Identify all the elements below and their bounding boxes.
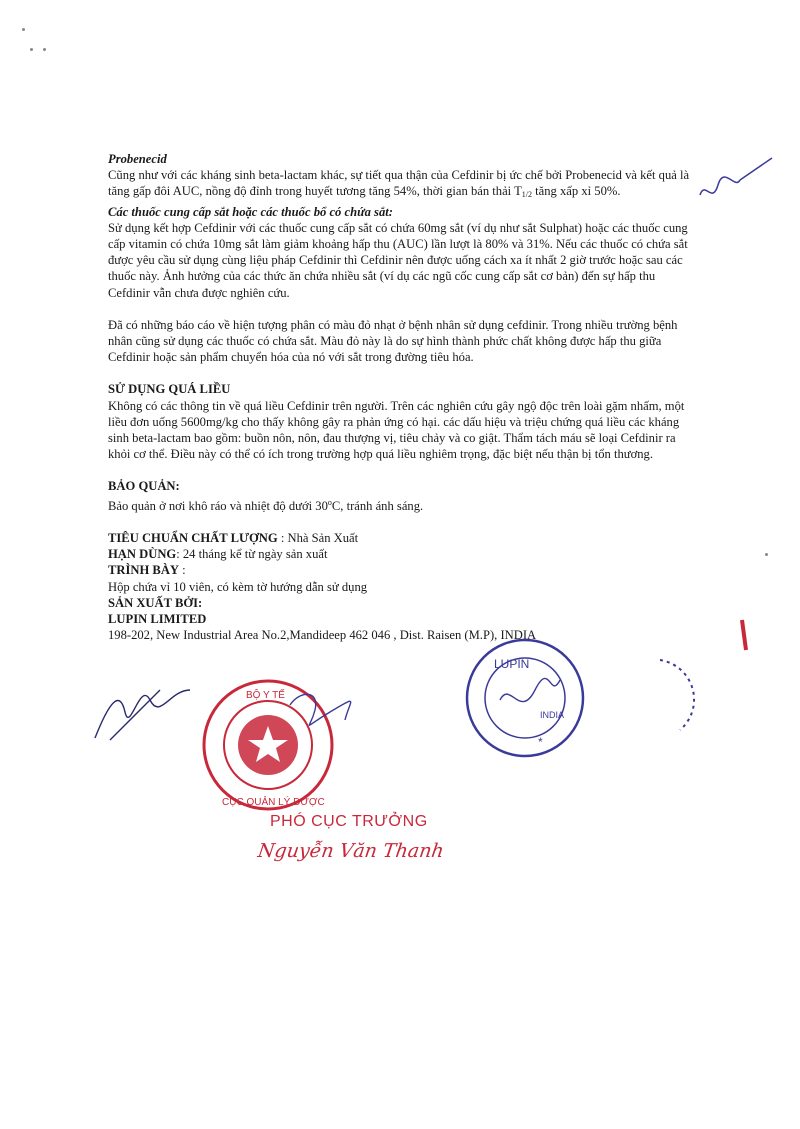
- red-stool-text-line: nhân cũng sử dụng các thuốc có chứa sắt. Màu đỏ này là do sự hình thành phức chất không được hấp thu giữa: [108, 334, 662, 349]
- manufacturer-name: LUPIN LIMITED: [108, 612, 207, 627]
- red-stool-text-line: Cefdinir hoặc sản phẩm chuyển hóa của nó với sắt trong đường tiêu hóa.: [108, 350, 474, 365]
- presentation-heading: TRÌNH BÀY :: [108, 563, 186, 578]
- overdose-text-line: sinh beta-lactam bao gồm: buồn nôn, nôn, đau thượng vị, tiêu chảy và co giật. Thẩm tách máu sẽ loại Cefdinir ra: [108, 431, 676, 446]
- iron-text-line: thuốc này. Ảnh hưởng của các thức ăn chứa nhiều sắt (ví dụ các ngũ cốc cung cấp sắt cơ bản) đến sự hấp thu: [108, 269, 656, 284]
- scan-speck: [43, 48, 46, 51]
- overdose-text-line: Không có các thông tin về quá liều Cefdinir trên người. Trên các nghiên cứu gây ngộ độc trên loài gặm nhấm, một: [108, 398, 685, 413]
- iron-text-line: Cefdinir vẫn chưa được nghiên cứu.: [108, 285, 290, 300]
- svg-text:BỘ Y TẾ: BỘ Y TẾ: [246, 690, 285, 701]
- scan-speck: [22, 28, 25, 31]
- manufacturer-heading: SẢN XUẤT BỞI:: [108, 595, 203, 610]
- official-signature-icon: [290, 694, 351, 725]
- probenecid-text-line: tăng gấp đôi AUC, nồng độ đỉnh trong huyết tương tăng 54%, thời gian bán thải $T_{1/2}$ tăng xấp xỉ 50%.: [108, 184, 621, 200]
- quality-standard: TIÊU CHUẨN CHẤT LƯỢNG : Nhà Sản Xuất: [108, 531, 359, 546]
- svg-text:*: *: [538, 735, 543, 749]
- manufacturer-address: 198-202, New Industrial Area No.2,Mandideep 462 046 , Dist. Raisen (M.P), INDIA: [108, 628, 537, 643]
- iron-heading: Các thuốc cung cấp sắt hoặc các thuốc bổ có chứa sắt:: [108, 204, 393, 219]
- presentation-text: Hộp chứa vỉ 10 viên, có kèm tờ hướng dẫn sử dụng: [108, 579, 368, 594]
- svg-text:LUPIN: LUPIN: [494, 657, 530, 671]
- official-name: Nguyễn Văn Thanh: [256, 840, 446, 862]
- overdose-text-line: liều đơn uống 5600mg/kg cho thấy không gây ra phản ứng có hại. các dấu hiệu và triệu chứng quá liều các kháng: [108, 414, 680, 429]
- official-title: PHÓ CỤC TRƯỞNG: [270, 813, 428, 830]
- iron-text-line: Sử dụng kết hợp Cefdinir với các thuốc cung cấp sắt có chứa 60mg sắt (ví dụ như sắt Sulphat) hoặc các thuốc cung: [108, 220, 688, 235]
- probenecid-heading: Probenecid: [108, 152, 167, 166]
- signature-icon: [95, 690, 190, 740]
- document-body: [108, 151, 768, 643]
- storage-text: Bảo quản ở nơi khô ráo và nhiệt độ dưới 30$^o$C, tránh ánh sáng.: [108, 497, 424, 513]
- overdose-text-line: khỏi cơ thể. Điều này có thể có ích trong trường hợp quá liều nghiêm trọng, đặc biệt nếu thận bị tổn thương.: [108, 447, 653, 462]
- iron-text-line: được yêu cầu sử dụng cùng liệu pháp Cefdinir thì Cefdinir nên được uống cách xa ít nhất 2 giờ trước hoặc sau các: [108, 253, 683, 268]
- probenecid-text-line: Cũng như với các kháng sinh beta-lactam khác, sự tiết qua thận của Cefdinir bị ức chế bởi Probenecid và kết quả là: [108, 168, 690, 183]
- scan-speck: [30, 48, 33, 51]
- iron-text-line: cấp vitamin có chứa 10mg sắt làm giảm khoảng hấp thu (AUC) lần lượt là 80% và 31%. Nếu các thuốc có chứa sắt: [108, 237, 688, 252]
- blue-seal-icon: [467, 640, 583, 756]
- overdose-heading: SỬ DỤNG QUÁ LIỀU: [108, 382, 231, 397]
- svg-text:INDIA: INDIA: [540, 710, 565, 720]
- partial-seal-icon: [660, 660, 694, 730]
- red-seal-icon: [204, 681, 332, 809]
- storage-heading: BẢO QUẢN:: [108, 479, 180, 494]
- expiry: HẠN DÙNG: 24 tháng kể từ ngày sản xuất: [108, 547, 328, 562]
- red-stool-text-line: Đã có những báo cáo về hiện tượng phân có màu đỏ nhạt ở bệnh nhân sử dụng cefdinir. Trong nhiều trường bệnh: [108, 317, 678, 332]
- svg-text:CỤC QUẢN LÝ DƯỢC: CỤC QUẢN LÝ DƯỢC: [222, 797, 325, 808]
